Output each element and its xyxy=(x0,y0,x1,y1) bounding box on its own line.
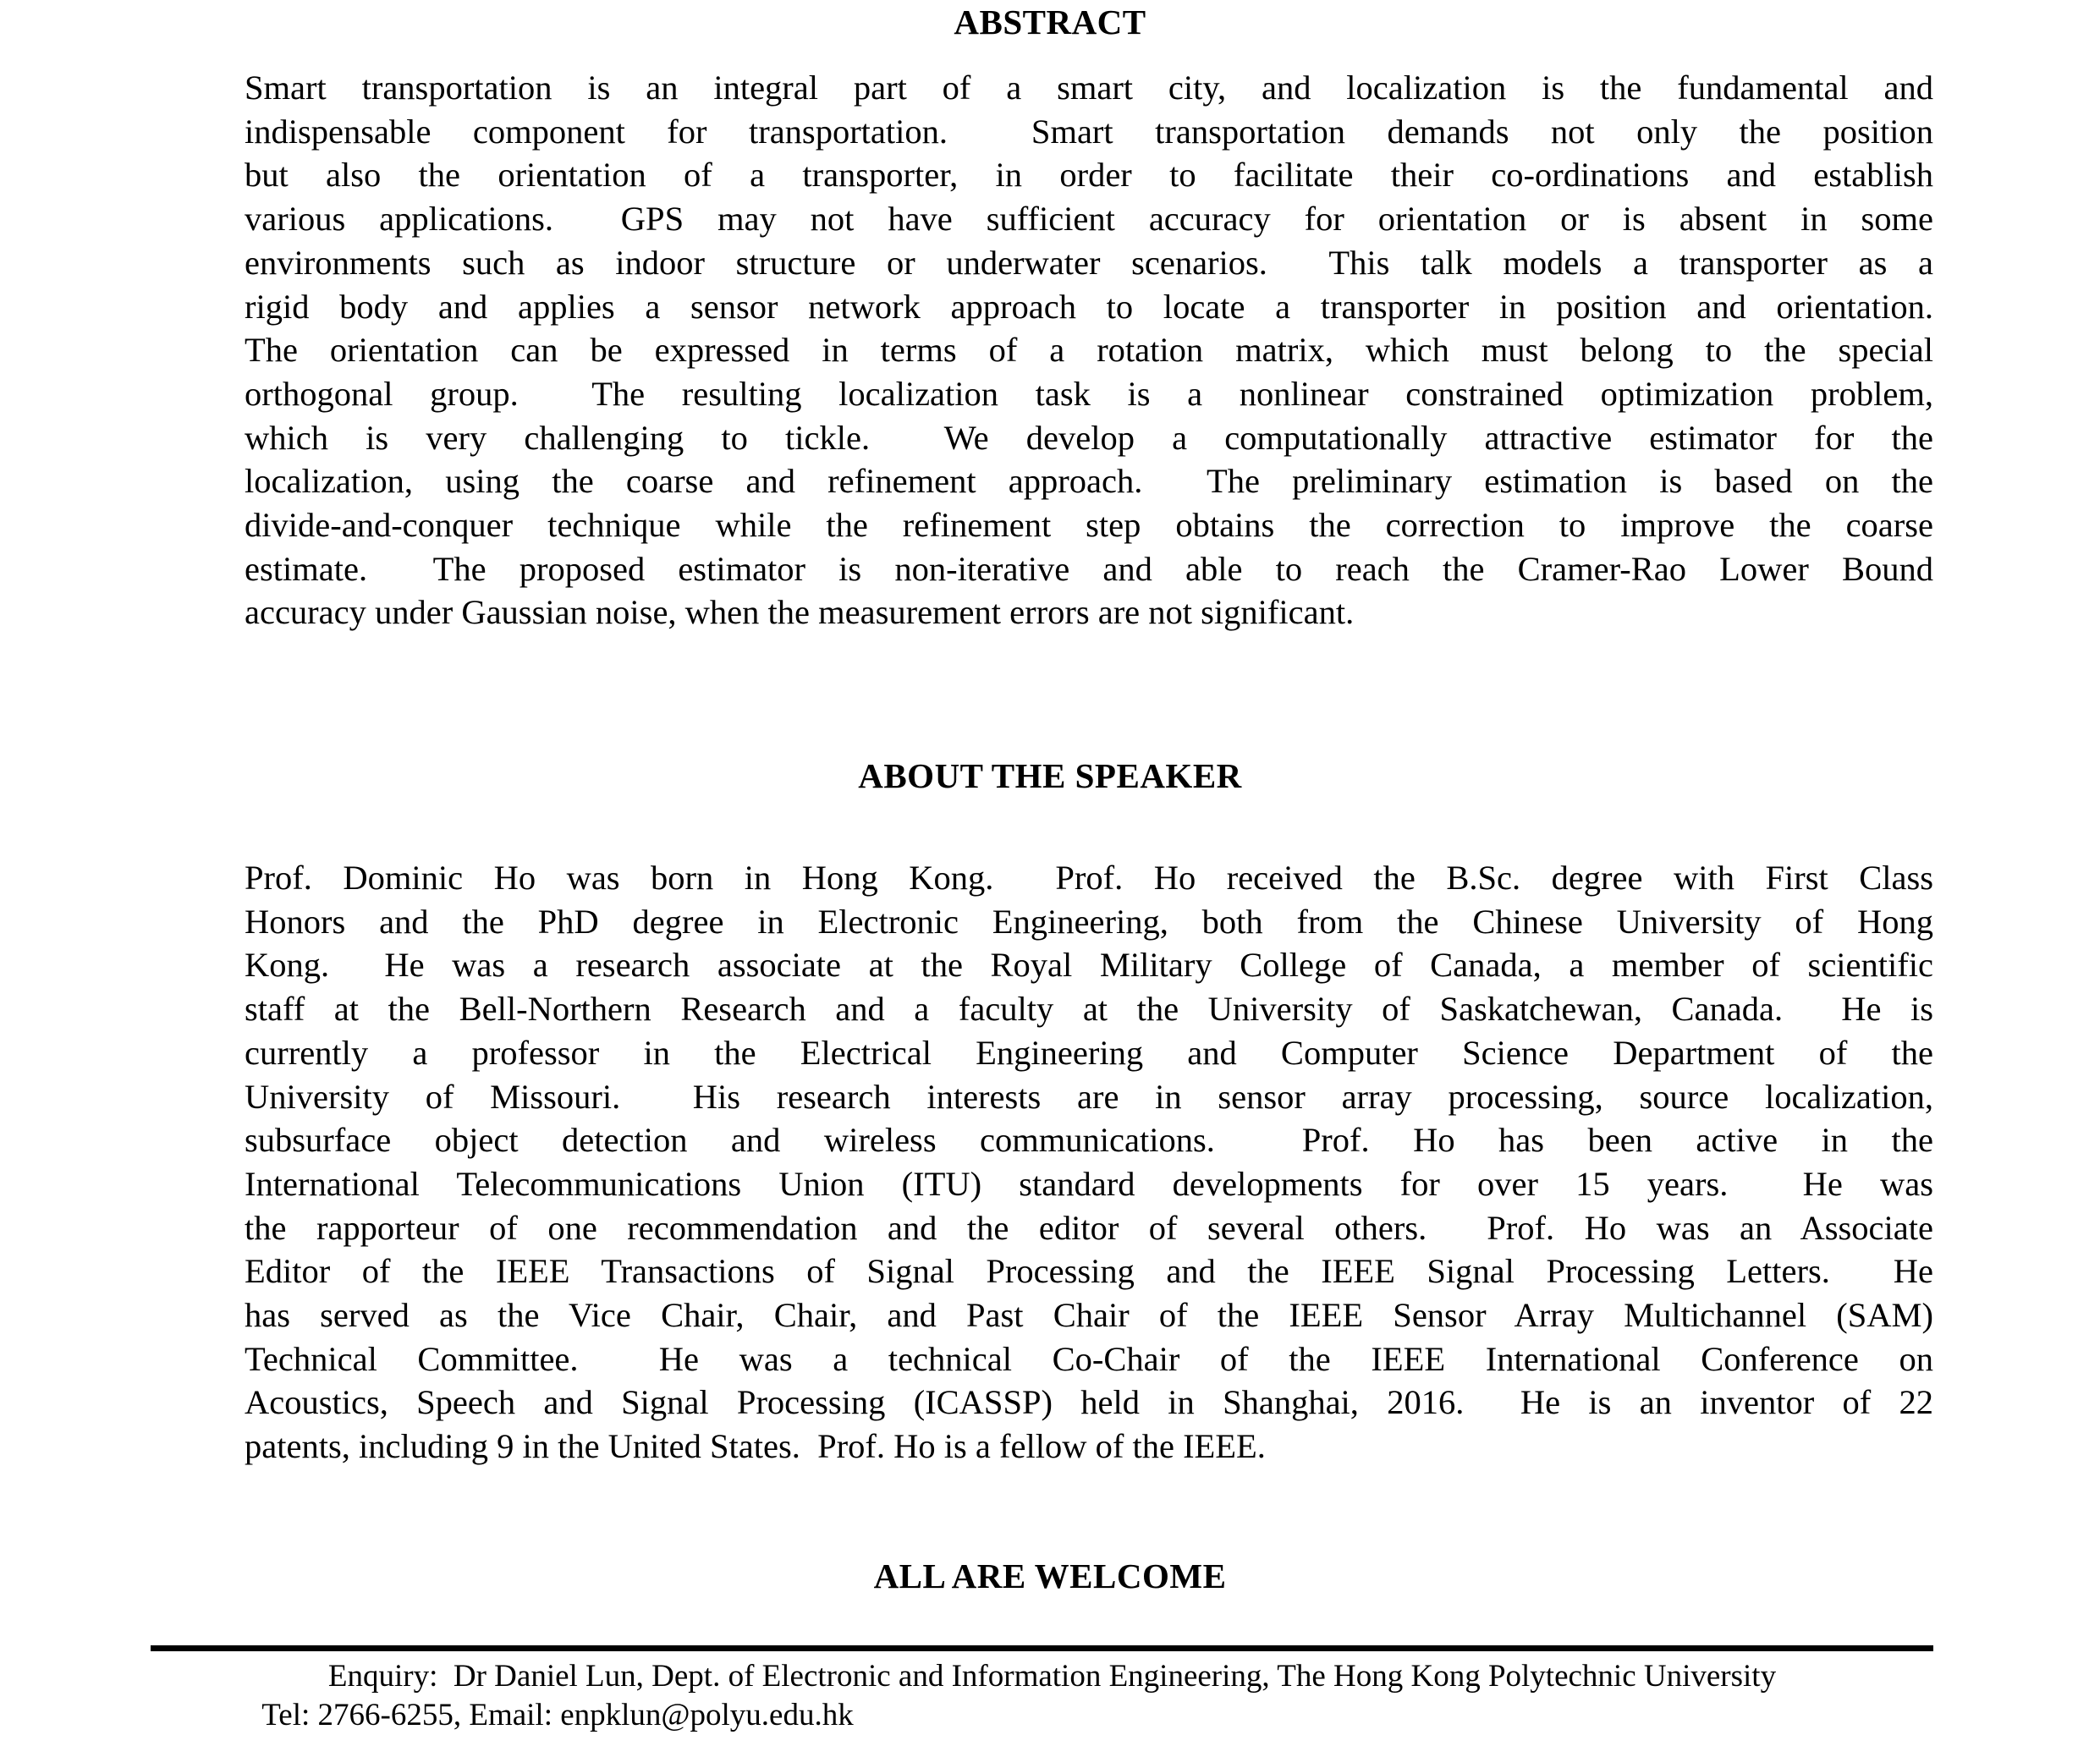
text-line: estimate. The proposed estimator is non-iterative and able to reach the Cramer-Rao Lower Bound xyxy=(245,549,1933,588)
text-line: staff at the Bell-Northern Research and a faculty at the University of Saskatchewan, Canada. He is xyxy=(245,990,1933,1029)
about-the-speaker-heading: ABOUT THE SPEAKER xyxy=(858,756,1242,795)
text-line: has served as the Vice Chair, Chair, and Past Chair of the IEEE Sensor Array Multichannel (SAM) xyxy=(245,1296,1933,1335)
text-line: divide-and-conquer technique while the refinement step obtains the correction to improve the coarse xyxy=(245,506,1933,545)
text-line: Technical Committee. He was a technical Co-Chair of the IEEE International Conference on xyxy=(245,1339,1933,1378)
text-line: rigid body and applies a sensor network approach to locate a transporter in position and orientation. xyxy=(245,287,1933,326)
text-line: Kong. He was a research associate at the Royal Military College of Canada, a member of scientific xyxy=(245,946,1933,985)
text-line: various applications. GPS may not have sufficient accuracy for orientation or is absent in some xyxy=(245,200,1933,239)
text-line: Smart transportation is an integral part of a smart city, and localization is the fundamental and xyxy=(245,69,1933,107)
text-line: the rapporteur of one recommendation and the editor of several others. Prof. Ho was an Associate xyxy=(245,1208,1933,1247)
text-line: International Telecommunications Union (ITU) standard developments for over 15 years. He was xyxy=(245,1164,1933,1203)
footer-contact-line: Tel: 2766-6255, Email: enpklun@polyu.edu.hk xyxy=(261,1698,854,1732)
text-line: but also the orientation of a transporter, in order to facilitate their co-ordinations and establish xyxy=(245,156,1933,195)
text-line: Honors and the PhD degree in Electronic Engineering, both from the Chinese University of Hong xyxy=(245,902,1933,941)
text-line: currently a professor in the Electrical Engineering and Computer Science Department of the xyxy=(245,1033,1933,1072)
text-line: accuracy under Gaussian noise, when the measurement errors are not significant. xyxy=(245,593,1355,632)
footer-enquiry-line: Enquiry: Dr Daniel Lun, Dept. of Electronic and Information Engineering, The Hong Kong Polytechnic University xyxy=(327,1659,1777,1694)
text-line: Acoustics, Speech and Signal Processing (ICASSP) held in Shanghai, 2016. He is an inventor of 22 xyxy=(245,1383,1933,1422)
text-line: subsurface object detection and wireless communications. Prof. Ho has been active in the xyxy=(245,1121,1933,1160)
text-line: The orientation can be expressed in terms of a rotation matrix, which must belong to the special xyxy=(245,331,1933,370)
speaker-biography-text xyxy=(245,856,1933,1469)
text-line: Prof. Dominic Ho was born in Hong Kong. Prof. Ho received the B.Sc. degree with First Class xyxy=(245,859,1933,897)
text-line: localization, using the coarse and refinement approach. The preliminary estimation is based on the xyxy=(245,462,1933,501)
all-are-welcome-heading: ALL ARE WELCOME xyxy=(873,1557,1227,1595)
text-line: which is very challenging to tickle. We develop a computationally attractive estimator for the xyxy=(245,418,1933,457)
text-line: indispensable component for transportation. Smart transportation demands not only the position xyxy=(245,112,1933,151)
abstract-body-text xyxy=(245,66,1933,634)
abstract-heading: ABSTRACT xyxy=(954,3,1146,41)
text-line: University of Missouri. His research interests are in sensor array processing, source localization, xyxy=(245,1077,1933,1116)
text-line: Editor of the IEEE Transactions of Signal Processing and the IEEE Signal Processing Letters. He xyxy=(245,1252,1933,1291)
text-line: environments such as indoor structure or underwater scenarios. This talk models a transporter as a xyxy=(245,243,1933,282)
text-line: patents, including 9 in the United States. Prof. Ho is a fellow of the IEEE. xyxy=(245,1427,1266,1466)
text-line: orthogonal group. The resulting localization task is a nonlinear constrained optimization problem, xyxy=(245,374,1933,413)
footer-divider-rule xyxy=(151,1645,1933,1651)
